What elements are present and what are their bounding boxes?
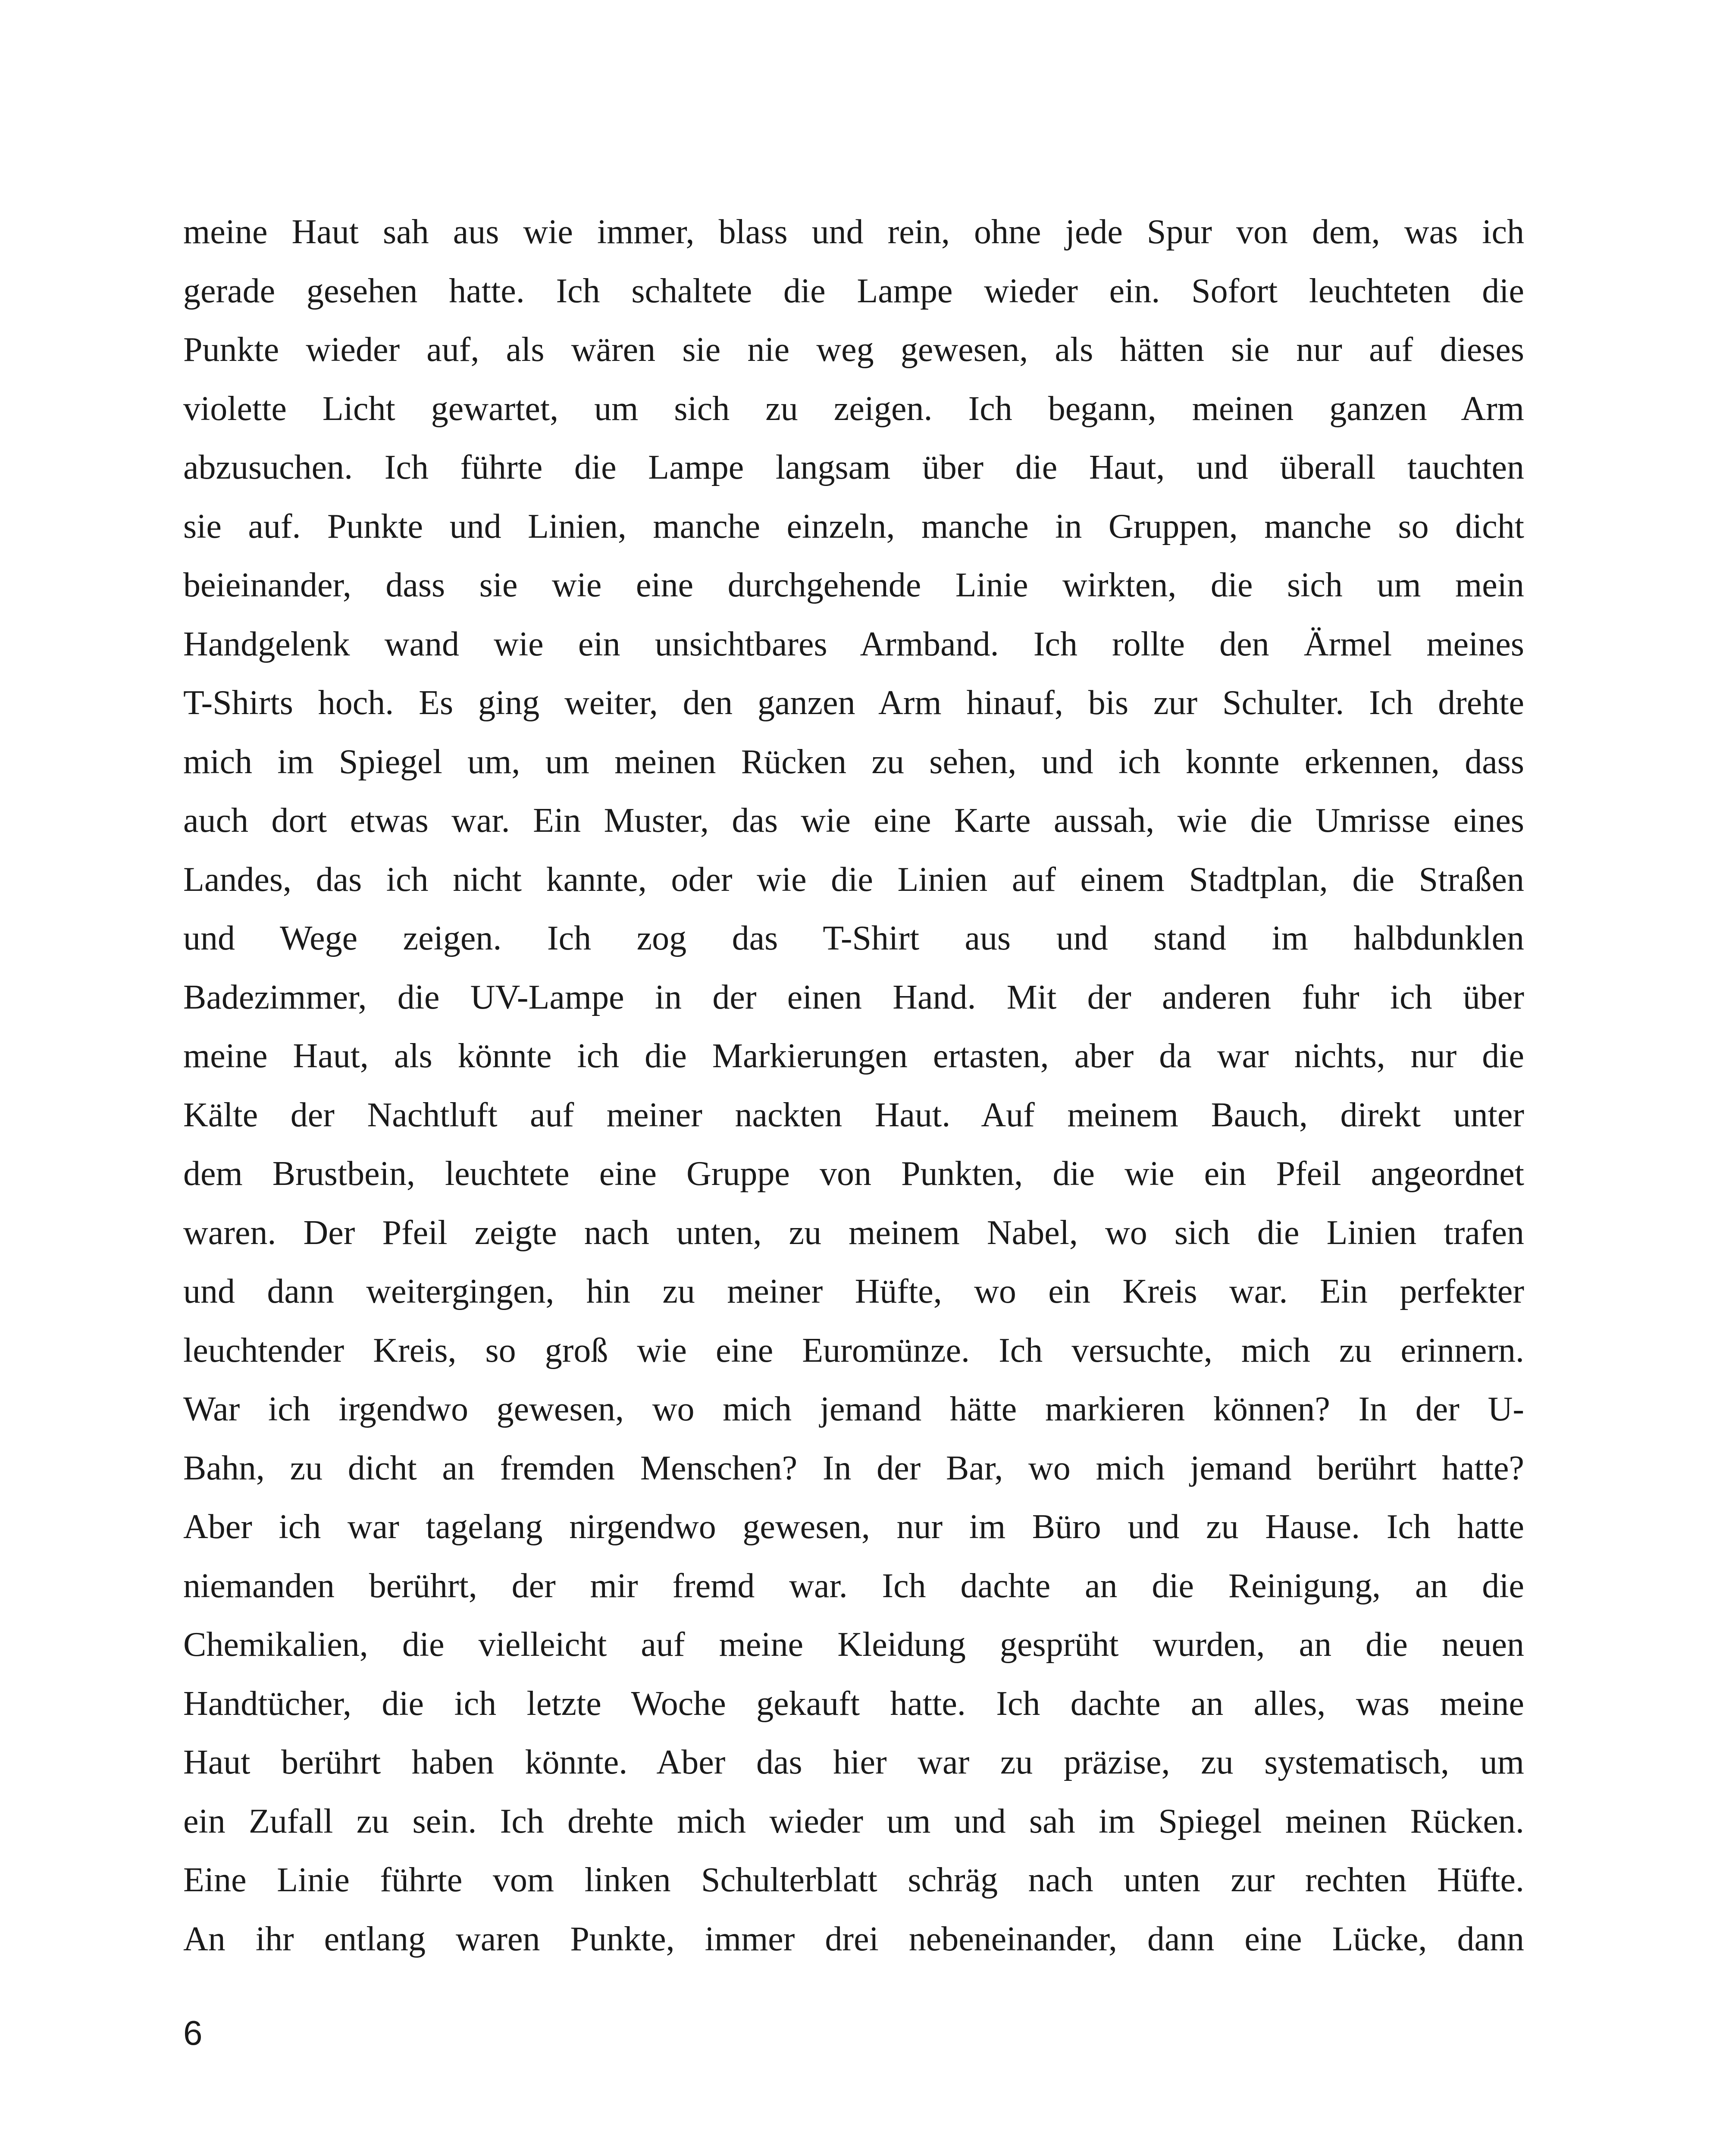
text-line: War ich irgendwo gewesen, wo mich jemand hätte markieren können? In der U- [183, 1390, 1524, 1428]
text-line: T-Shirts hoch. Es ging weiter, den ganzen Arm hinauf, bis zur Schulter. Ich drehte [183, 684, 1524, 722]
text-line: und dann weitergingen, hin zu meiner Hüfte, wo ein Kreis war. Ein perfekter [183, 1272, 1524, 1310]
text-line: Aber ich war tagelang nirgendwo gewesen, nur im Büro und zu Hause. Ich hatte [183, 1508, 1524, 1546]
text-line: auch dort etwas war. Ein Muster, das wie eine Karte aussah, wie die Umrisse eines [183, 802, 1524, 840]
text-line: violette Licht gewartet, um sich zu zeigen. Ich begann, meinen ganzen Arm [183, 389, 1524, 428]
text-line: ein Zufall zu sein. Ich drehte mich wieder um und sah im Spiegel meinen Rücken. [183, 1802, 1524, 1840]
text-line: Eine Linie führte vom linken Schulterblatt schräg nach unten zur rechten Hüfte. [183, 1861, 1524, 1899]
text-line: Punkte wieder auf, als wären sie nie weg gewesen, als hätten sie nur auf dieses [183, 331, 1524, 369]
text-line: Haut berührt haben könnte. Aber das hier war zu präzise, zu systematisch, um [183, 1743, 1524, 1781]
page-number: 6 [183, 2014, 203, 2052]
text-line: Kälte der Nachtluft auf meiner nackten Haut. Auf meinem Bauch, direkt unter [183, 1096, 1524, 1134]
body-text [183, 203, 1524, 1968]
text-line: gerade gesehen hatte. Ich schaltete die Lampe wieder ein. Sofort leuchteten die [183, 272, 1524, 310]
text-line: Badezimmer, die UV-Lampe in der einen Hand. Mit der anderen fuhr ich über [183, 978, 1524, 1016]
text-line: sie auf. Punkte und Linien, manche einzeln, manche in Gruppen, manche so dicht [183, 507, 1524, 545]
text-line: Bahn, zu dicht an fremden Menschen? In der Bar, wo mich jemand berührt hatte? [183, 1449, 1524, 1487]
text-line: meine Haut sah aus wie immer, blass und rein, ohne jede Spur von dem, was ich [183, 213, 1524, 251]
text-line: beieinander, dass sie wie eine durchgehende Linie wirkten, die sich um mein [183, 566, 1524, 604]
text-line: An ihr entlang waren Punkte, immer drei nebeneinander, dann eine Lücke, dann [183, 1920, 1524, 1958]
text-line: leuchtender Kreis, so groß wie eine Euromünze. Ich versuchte, mich zu erinnern. [183, 1331, 1524, 1369]
text-line: Handtücher, die ich letzte Woche gekauft hatte. Ich dachte an alles, was meine [183, 1684, 1524, 1723]
text-line: meine Haut, als könnte ich die Markierungen ertasten, aber da war nichts, nur die [183, 1037, 1524, 1075]
text-line: mich im Spiegel um, um meinen Rücken zu sehen, und ich konnte erkennen, dass [183, 743, 1524, 781]
text-line: niemanden berührt, der mir fremd war. Ich dachte an die Reinigung, an die [183, 1567, 1524, 1605]
text-line: Landes, das ich nicht kannte, oder wie die Linien auf einem Stadtplan, die Straßen [183, 860, 1524, 899]
text-line: Chemikalien, die vielleicht auf meine Kleidung gesprüht wurden, an die neuen [183, 1626, 1524, 1664]
text-line: Handgelenk wand wie ein unsichtbares Armband. Ich rollte den Ärmel meines [183, 625, 1524, 663]
text-line: dem Brustbein, leuchtete eine Gruppe von Punkten, die wie ein Pfeil angeordnet [183, 1155, 1524, 1193]
text-line: und Wege zeigen. Ich zog das T-Shirt aus und stand im halbdunklen [183, 919, 1524, 957]
text-line: abzusuchen. Ich führte die Lampe langsam über die Haut, und überall tauchten [183, 448, 1524, 486]
text-line: waren. Der Pfeil zeigte nach unten, zu meinem Nabel, wo sich die Linien trafen [183, 1213, 1524, 1252]
